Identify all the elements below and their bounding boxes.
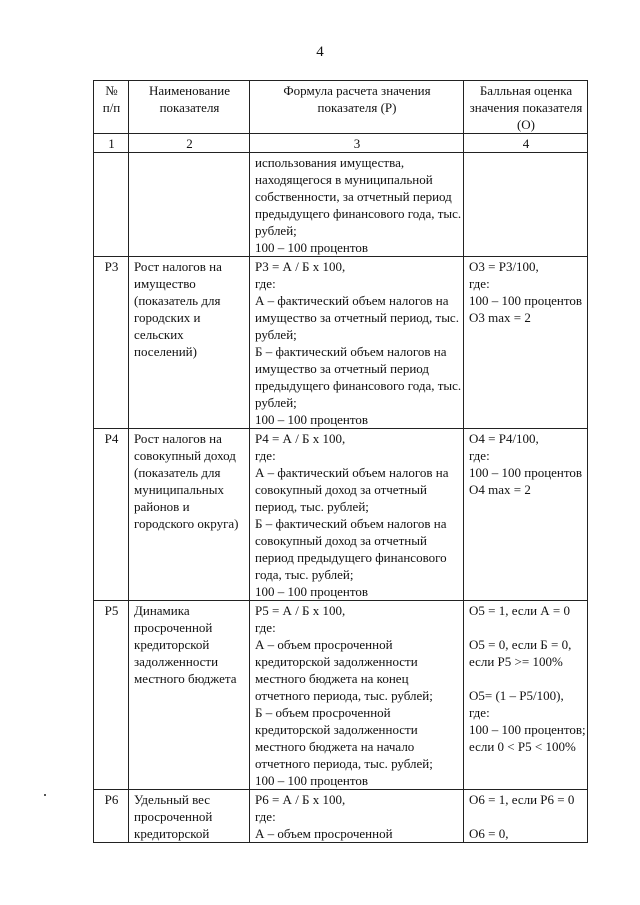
text-line: 100 – 100 процентов bbox=[255, 240, 369, 255]
header-cell bbox=[129, 81, 250, 134]
text-line: просроченной bbox=[134, 620, 213, 635]
row-number: Р5 bbox=[94, 601, 129, 790]
text-line: предыдущего финансового года, тыс. bbox=[255, 206, 462, 221]
text-line: если Р5 >= 100% bbox=[469, 654, 563, 669]
text-line: городского округа) bbox=[134, 516, 239, 531]
text-line: кредиторской bbox=[134, 826, 210, 841]
text-line: показателя (Р) bbox=[317, 100, 397, 115]
text-line: Б – фактический объем налогов на bbox=[255, 516, 447, 531]
text-line: просроченной bbox=[134, 809, 213, 824]
text-line: поселений) bbox=[134, 344, 197, 359]
text-line: Р6 = А / Б х 100, bbox=[255, 792, 346, 807]
line-gap bbox=[469, 670, 583, 687]
text-line: значения показателя bbox=[469, 100, 583, 115]
text-line: где: bbox=[469, 276, 490, 291]
text-line: А – объем просроченной bbox=[255, 826, 393, 841]
header-cell bbox=[464, 81, 588, 134]
text-line: задолженности bbox=[134, 654, 219, 669]
text-line: О6 = 0, bbox=[469, 826, 509, 841]
text-line: период предыдущего финансового bbox=[255, 550, 447, 565]
column-number: 4 bbox=[464, 134, 588, 153]
text-line: Б – фактический объем налогов на bbox=[255, 344, 447, 359]
table-header-row bbox=[94, 81, 588, 134]
text-line: О5= (1 – Р5/100), bbox=[469, 688, 564, 703]
text-line: Динамика bbox=[134, 603, 190, 618]
text-line: (показатель для bbox=[134, 293, 221, 308]
text-line: городских и bbox=[134, 310, 201, 325]
text-line: местного бюджета на конец bbox=[255, 671, 409, 686]
table-row bbox=[94, 429, 588, 601]
text-line: О6 = 1, если Р6 = 0 bbox=[469, 792, 575, 807]
text-line: совокупный доход bbox=[134, 448, 236, 463]
text-line: года, тыс. рублей; bbox=[255, 567, 354, 582]
formula-cell bbox=[250, 153, 464, 257]
text-line: показателя bbox=[159, 100, 220, 115]
text-line: 100 – 100 процентов bbox=[255, 584, 369, 599]
table-row bbox=[94, 257, 588, 429]
text-line: предыдущего финансового года, тыс. bbox=[255, 378, 462, 393]
text-line: Р4 = А / Б х 100, bbox=[255, 431, 346, 446]
text-line: где: bbox=[255, 276, 276, 291]
header-cell bbox=[94, 81, 129, 134]
text-line: 100 – 100 процентов bbox=[255, 412, 369, 427]
row-number: Р6 bbox=[94, 790, 129, 843]
formula-cell bbox=[250, 790, 464, 843]
text-line: О3 = Р3/100, bbox=[469, 259, 539, 274]
text-line: Наименование bbox=[149, 83, 230, 98]
text-line: где: bbox=[255, 809, 276, 824]
text-line: № bbox=[105, 83, 118, 98]
text-line: 100 – 100 процентов bbox=[469, 293, 583, 308]
text-line: период, тыс. рублей; bbox=[255, 499, 369, 514]
line-gap bbox=[469, 619, 583, 636]
text-line: где: bbox=[469, 705, 490, 720]
text-line: О5 = 0, если Б = 0, bbox=[469, 637, 572, 652]
column-number: 2 bbox=[129, 134, 250, 153]
text-line: собственности, за отчетный период bbox=[255, 189, 452, 204]
indicator-table bbox=[93, 80, 588, 843]
text-line: если 0 < Р5 < 100% bbox=[469, 739, 576, 754]
score-cell bbox=[464, 153, 588, 257]
text-line: Р5 = А / Б х 100, bbox=[255, 603, 346, 618]
text-line: Рост налогов на bbox=[134, 431, 222, 446]
score-cell bbox=[464, 790, 588, 843]
text-line: где: bbox=[469, 448, 490, 463]
indicator-name-cell bbox=[129, 790, 250, 843]
text-line: 100 – 100 процентов bbox=[469, 465, 583, 480]
row-number bbox=[94, 153, 129, 257]
text-line: Формула расчета значения bbox=[283, 83, 431, 98]
column-number: 3 bbox=[250, 134, 464, 153]
text-line: имущество bbox=[134, 276, 196, 291]
text-line: имущество за отчетный период bbox=[255, 361, 430, 376]
text-line: О4 max = 2 bbox=[469, 482, 531, 497]
indicator-name-cell bbox=[129, 153, 250, 257]
text-line: (показатель для bbox=[134, 465, 221, 480]
text-line: О3 max = 2 bbox=[469, 310, 531, 325]
row-number: Р3 bbox=[94, 257, 129, 429]
text-line: где: bbox=[255, 620, 276, 635]
text-line: Р3 = А / Б х 100, bbox=[255, 259, 346, 274]
page-number: 4 bbox=[316, 44, 324, 60]
text-line: Удельный вес bbox=[134, 792, 211, 807]
text-line: кредиторской задолженности bbox=[255, 722, 418, 737]
text-line: Б – объем просроченной bbox=[255, 705, 391, 720]
table-body bbox=[94, 153, 588, 843]
text-line: районов и bbox=[134, 499, 190, 514]
text-line: совокупный доход за отчетный bbox=[255, 482, 427, 497]
text-line: рублей; bbox=[255, 223, 297, 238]
text-line: местного бюджета на начало bbox=[255, 739, 415, 754]
row-number: Р4 bbox=[94, 429, 129, 601]
column-number: 1 bbox=[94, 134, 129, 153]
text-line: А – фактический объем налогов на bbox=[255, 465, 449, 480]
score-cell bbox=[464, 257, 588, 429]
text-line: отчетного периода, тыс. рублей; bbox=[255, 688, 433, 703]
text-line: (О) bbox=[516, 117, 536, 132]
formula-cell bbox=[250, 601, 464, 790]
indicator-name-cell bbox=[129, 601, 250, 790]
text-line: муниципальных bbox=[134, 482, 225, 497]
indicator-name-cell bbox=[129, 257, 250, 429]
table-row bbox=[94, 153, 588, 257]
table-row bbox=[94, 790, 588, 843]
column-number-row bbox=[94, 134, 588, 153]
text-line: кредиторской bbox=[134, 637, 210, 652]
text-line: совокупный доход за отчетный bbox=[255, 533, 427, 548]
text-line: О4 = Р4/100, bbox=[469, 431, 539, 446]
scan-speck bbox=[44, 794, 46, 796]
indicator-name-cell bbox=[129, 429, 250, 601]
text-line: А – объем просроченной bbox=[255, 637, 393, 652]
score-cell bbox=[464, 601, 588, 790]
text-line: находящегося в муниципальной bbox=[255, 172, 433, 187]
text-line: сельских bbox=[134, 327, 184, 342]
text-line: 100 – 100 процентов; bbox=[469, 722, 586, 737]
text-line: Рост налогов на bbox=[134, 259, 222, 274]
text-line: использования имущества, bbox=[255, 155, 405, 170]
text-line: имущество за отчетный период, тыс. bbox=[255, 310, 459, 325]
text-line: Балльная оценка bbox=[479, 83, 573, 98]
text-line: отчетного периода, тыс. рублей; bbox=[255, 756, 433, 771]
score-cell bbox=[464, 429, 588, 601]
text-line: рублей; bbox=[255, 395, 297, 410]
line-gap bbox=[469, 808, 583, 825]
text-line: А – фактический объем налогов на bbox=[255, 293, 449, 308]
formula-cell bbox=[250, 257, 464, 429]
text-line: 100 – 100 процентов bbox=[255, 773, 369, 788]
header-cell bbox=[250, 81, 464, 134]
formula-cell bbox=[250, 429, 464, 601]
text-line: кредиторской задолженности bbox=[255, 654, 418, 669]
table-row bbox=[94, 601, 588, 790]
text-line: рублей; bbox=[255, 327, 297, 342]
text-line: п/п bbox=[102, 100, 121, 115]
text-line: О5 = 1, если А = 0 bbox=[469, 603, 570, 618]
text-line: где: bbox=[255, 448, 276, 463]
text-line: местного бюджета bbox=[134, 671, 237, 686]
